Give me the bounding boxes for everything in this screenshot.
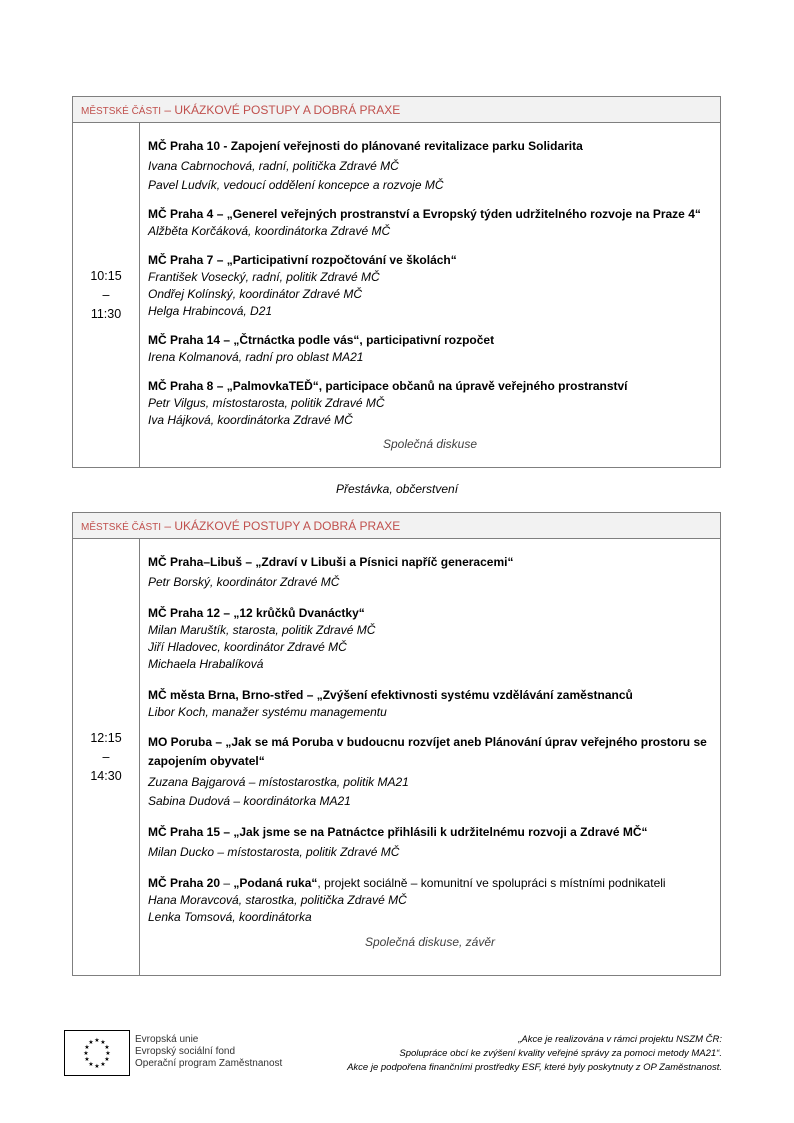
time-start: 10:15: [90, 268, 122, 283]
speaker: Pavel Ludvík, vedoucí oddělení koncepce a rozvoje MČ: [148, 178, 444, 192]
talk-item: [148, 332, 712, 366]
time-slot: [73, 539, 140, 975]
svg-text:★: ★: [100, 1039, 106, 1046]
talk-title: MČ Praha 10 - Zapojení veřejnosti do plánované revitalizace parku Solidarita: [148, 139, 583, 153]
time-start: 12:15: [90, 730, 122, 745]
talk-title-rest: , projekt sociálně – komunitní ve spolupráci s místními podnikateli: [317, 876, 666, 890]
talk-item: [148, 687, 712, 721]
time-dash: –: [102, 287, 110, 302]
header-main: – UKÁZKOVÉ POSTUPY A DOBRÁ PRAXE: [161, 519, 401, 533]
talk-title: MČ Praha 8 – „PalmovkaTEĎ“, participace občanů na úpravě veřejného prostranství: [148, 379, 628, 393]
svg-text:★: ★: [105, 1050, 111, 1057]
talk-item: [148, 875, 712, 926]
talk-item: [148, 733, 712, 810]
header-small: MĚSTSKÉ ČÁSTI: [81, 106, 162, 117]
speaker: Michaela Hrabalíková: [148, 657, 264, 671]
speaker: Milan Ducko – místostarosta, politik Zdravé MČ: [148, 845, 400, 859]
program-block-2: [72, 512, 721, 976]
header-small: MĚSTSKÉ ČÁSTI: [81, 522, 162, 533]
speaker: Ivana Cabrnochová, radní, politička Zdravé MČ: [148, 159, 399, 173]
svg-text:★: ★: [83, 1050, 89, 1057]
speaker: František Vosecký, radní, politik Zdravé MČ: [148, 270, 380, 284]
talk-item: [148, 252, 712, 320]
talk-title: MČ Praha 4 – „Generel veřejných prostranství a Evropský týden udržitelného rozvoje na Praze 4“: [148, 207, 701, 221]
org-line: Evropská unie: [135, 1034, 199, 1045]
program-block-1: [72, 96, 721, 468]
time-end: 14:30: [90, 768, 122, 783]
speaker: Irena Kolmanová, radní pro oblast MA21: [148, 350, 364, 364]
talk-title: MČ Praha–Libuš – „Zdraví v Libuši a Písnici napříč generacemi“: [148, 555, 514, 569]
svg-text:★: ★: [104, 1044, 110, 1051]
footer-note: [262, 1033, 722, 1075]
speaker: Zuzana Bajgarová – místostarostka, politik MA21: [148, 775, 409, 789]
talk-title: MČ Praha 7 – „Participativní rozpočtování ve školách“: [148, 253, 457, 267]
talk-title-bold-2: „Podaná ruka“: [233, 876, 318, 890]
talk-title-bold: MČ Praha 20: [148, 876, 221, 890]
svg-text:★: ★: [88, 1061, 94, 1068]
speaker: Jiří Hladovec, koordinátor Zdravé MČ: [148, 640, 347, 654]
talk-title: MČ města Brna, Brno-střed – „Zvýšení efektivnosti systému vzdělávání zaměstnanců: [148, 688, 633, 702]
talks-list: [140, 123, 720, 467]
talk-title: [148, 875, 712, 892]
speaker: Petr Vilgus, místostarosta, politik Zdravé MČ: [148, 396, 385, 410]
speaker: Libor Koch, manažer systému managementu: [148, 705, 387, 719]
org-line: Evropský sociální fond: [135, 1046, 236, 1057]
discussion-label: Společná diskuse, závěr: [364, 935, 496, 949]
talk-item: [148, 554, 712, 591]
speaker: Alžběta Korčáková, koordinátorka Zdravé MČ: [148, 224, 391, 238]
talk-item: [148, 138, 712, 194]
block-header: [73, 97, 720, 123]
talk-title: MČ Praha 14 – „Čtrnáctka podle vás“, participativní rozpočet: [148, 333, 495, 347]
time-dash: –: [102, 749, 110, 764]
talk-item: [148, 378, 712, 429]
note-line: Spolupráce obcí ke zvýšení kvality veřejné správy za pomoci metody MA21“.: [399, 1048, 722, 1059]
time-slot: [73, 123, 140, 467]
discussion-label: Společná diskuse: [382, 437, 478, 451]
talk-item: [148, 206, 712, 240]
speaker: Sabina Dudová – koordinátorka MA21: [148, 794, 351, 808]
speaker: Lenka Tomsová, koordinátorka: [148, 910, 312, 924]
time-end: 11:30: [90, 306, 122, 321]
speaker: Petr Borský, koordinátor Zdravé MČ: [148, 575, 340, 589]
talks-list: [140, 539, 720, 975]
header-main: – UKÁZKOVÉ POSTUPY A DOBRÁ PRAXE: [161, 103, 401, 117]
org-line: Operační program Zaměstnanost: [135, 1058, 283, 1069]
block-header: [73, 513, 720, 539]
speaker: Helga Hrabincová, D21: [148, 304, 273, 318]
svg-text:★: ★: [84, 1056, 90, 1063]
talk-item: [148, 605, 712, 673]
svg-text:★: ★: [94, 1037, 100, 1044]
svg-text:★: ★: [104, 1056, 110, 1063]
break-label: Přestávka, občerstvení: [335, 482, 459, 496]
speaker: Iva Hájková, koordinátorka Zdravé MČ: [148, 413, 353, 427]
talk-item: [148, 824, 712, 861]
speaker: Milan Maruštík, starosta, politik Zdravé MČ: [148, 623, 376, 637]
talk-title: MČ Praha 15 – „Jak jsme se na Patnáctce přihlásili k udržitelnému rozvoji a Zdravé MČ“: [148, 825, 648, 839]
svg-text:★: ★: [100, 1061, 106, 1068]
speaker: Hana Moravcová, starostka, politička Zdravé MČ: [148, 893, 407, 907]
svg-text:★: ★: [84, 1044, 90, 1051]
talk-title: MO Poruba – „Jak se má Poruba v budoucnu rozvíjet aneb Plánování úprav veřejného prostoru se zapojením obyvatel“: [148, 735, 707, 768]
svg-text:★: ★: [88, 1039, 94, 1046]
note-line: „Akce je realizována v rámci projektu NSZM ČR:: [518, 1034, 722, 1045]
speaker: Ondřej Kolínský, koordinátor Zdravé MČ: [148, 287, 363, 301]
note-line: Akce je podpořena finančními prostředky ESF, které byly poskytnuty z OP Zaměstnanost.: [347, 1062, 722, 1073]
talk-title-dash: –: [220, 876, 234, 890]
talk-title: MČ Praha 12 – „12 krůčků Dvanáctky“: [148, 606, 365, 620]
footer-organization: [135, 1034, 282, 1070]
eu-flag-icon: [64, 1030, 130, 1076]
svg-text:★: ★: [94, 1063, 100, 1070]
